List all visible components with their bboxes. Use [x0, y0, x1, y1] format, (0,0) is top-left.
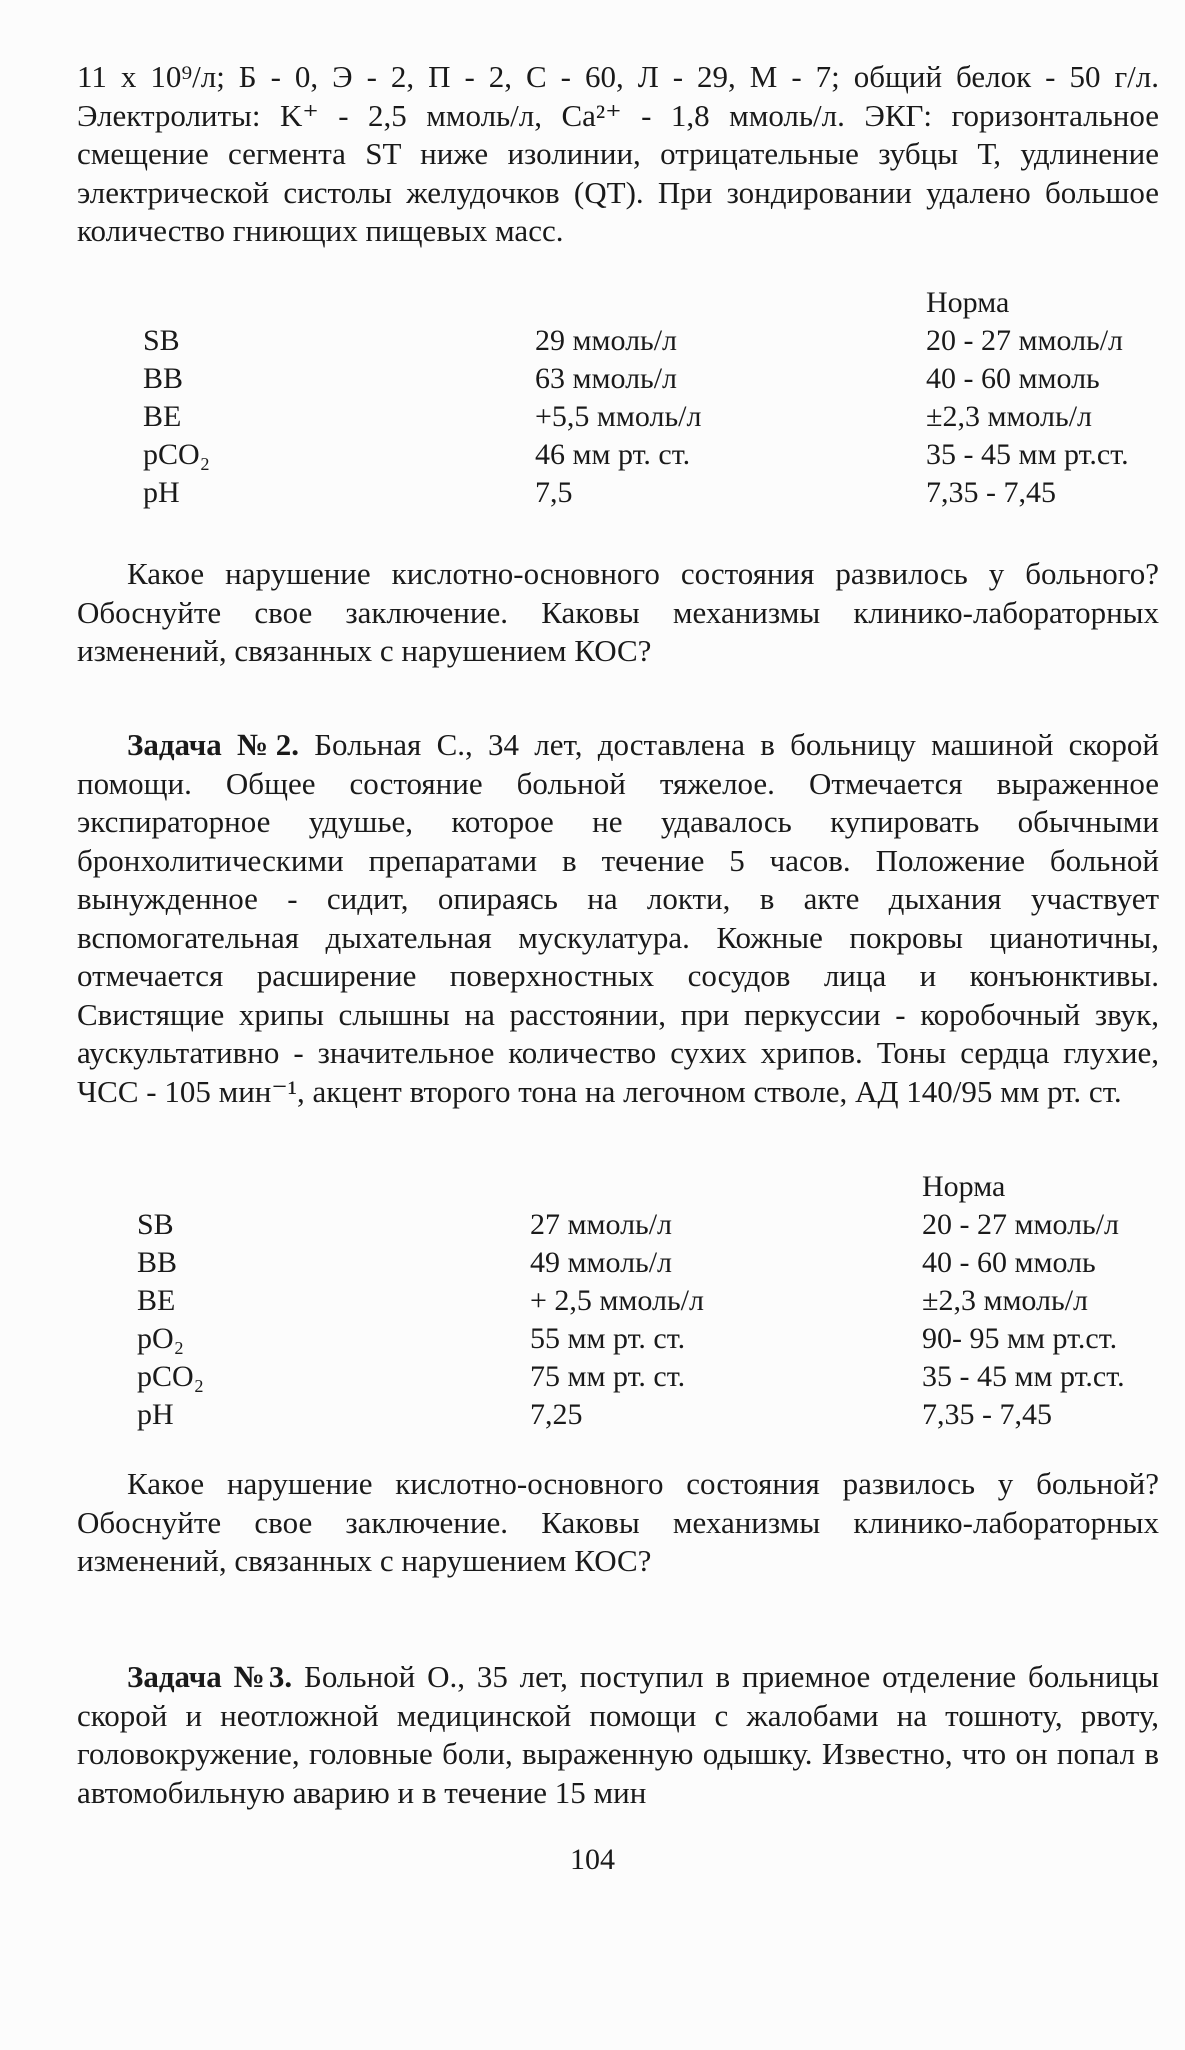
lab-param: SB — [143, 324, 180, 357]
lab-table-1 — [0, 284, 1185, 512]
question-2: Какое нарушение кислотно-основного состояния развилось у больной? Обоснуйте свое заключение. Каковы механизмы клинико-лабораторных изменений, связанных с нарушением КОС? — [77, 1466, 1159, 1578]
task-2-text: Больная С., 34 лет, доставлена в больницу машиной скорой помощи. Общее состояние больной тяжелое. Отмечается выраженное экспираторное удушье, которое не удавалось купировать обычными бронхолитическими препаратами в течение 5 часов. Положение больной вынужденное - сидит, опираясь на локти, в акте дыхания участвует вспомогательная дыхательная мускулатура. Кожные покровы цианотичны, отмечается расширение поверхностных сосудов лица и конъюнктивы. Свистящие хрипы слышны на расстоянии, при перкуссии - коробочный звук, аускультативно - значительное количество сухих хрипов. Тоны сердца глухие, ЧСС - 105 мин⁻¹, акцент второго тона на легочном стволе, АД 140/95 мм рт. ст. — [77, 727, 1160, 1109]
lab-table-row — [0, 360, 1185, 398]
lab-table-row — [0, 474, 1185, 512]
question-1: Какое нарушение кислотно-основного состояния развилось у больного? Обоснуйте свое заключение. Каковы механизмы клинико-лабораторных изменений, связанных с нарушением КОС? — [77, 556, 1159, 668]
lab-param: BB — [137, 1246, 178, 1279]
lab-param: BE — [137, 1284, 176, 1317]
lab-value: 63 ммоль/л — [535, 362, 678, 395]
lab-param: pCO₂ — [137, 1360, 205, 1393]
lab-norm: 40 - 60 ммоль — [922, 1246, 1096, 1279]
lab-param: SB — [137, 1208, 174, 1241]
page-number: 104 — [570, 1843, 615, 1876]
task-3-paragraph — [77, 1658, 1159, 1812]
lab-table-row — [0, 436, 1185, 474]
lab-table-row — [0, 1358, 1185, 1396]
lab-norm: ±2,3 ммоль/л — [922, 1284, 1088, 1317]
lab-norm: 7,35 - 7,45 — [926, 476, 1056, 509]
task-3-heading: Задача №3. — [127, 1659, 293, 1694]
lab-value: 7,5 — [535, 476, 573, 509]
lab-value: 27 ммоль/л — [530, 1208, 673, 1241]
lab-value: 75 мм рт. ст. — [530, 1360, 686, 1393]
lab-table-row — [0, 1396, 1185, 1434]
lab-norm: 20 - 27 ммоль/л — [922, 1208, 1120, 1241]
lab-value: + 2,5 ммоль/л — [530, 1284, 704, 1317]
lab-norm: 35 - 45 мм рт.ст. — [926, 438, 1129, 471]
lab-value: 7,25 — [530, 1398, 583, 1431]
lab-norm: 20 - 27 ммоль/л — [926, 324, 1124, 357]
lab-param: BE — [143, 400, 182, 433]
task-2-paragraph — [77, 726, 1159, 1111]
lab-table-2 — [0, 1168, 1185, 1434]
lab-norm: 7,35 - 7,45 — [922, 1398, 1052, 1431]
lab-param: BB — [143, 362, 184, 395]
lab-value: 49 ммоль/л — [530, 1246, 673, 1279]
lab-value: 29 ммоль/л — [535, 324, 678, 357]
task-3-text: Больной О., 35 лет, поступил в приемное отделение больницы скорой и неотложной медицинской помощи с жалобами на тошноту, рвоту, головокружение, головные боли, выраженную одышку. Известно, что он попал в автомобильную аварию и в течение 15 мин — [77, 1659, 1160, 1810]
lab-table-row — [0, 398, 1185, 436]
lab-param: pH — [137, 1398, 174, 1431]
lab-param: pH — [143, 476, 180, 509]
task-2-heading: Задача №2. — [127, 727, 299, 762]
lab-table-row — [0, 1206, 1185, 1244]
lab-table-row — [0, 1244, 1185, 1282]
lab-value: 55 мм рт. ст. — [530, 1322, 686, 1355]
norm-header: Норма — [926, 286, 1010, 319]
lab-value: +5,5 ммоль/л — [535, 400, 702, 433]
lab-param: pO₂ — [137, 1322, 185, 1355]
lab-norm: ±2,3 ммоль/л — [926, 400, 1092, 433]
lab-table-header — [0, 1168, 1185, 1206]
lab-value: 46 мм рт. ст. — [535, 438, 691, 471]
norm-header: Норма — [922, 1170, 1006, 1203]
lab-table-row — [0, 1282, 1185, 1320]
intro-paragraph: 11 х 10⁹/л; Б - 0, Э - 2, П - 2, С - 60, Л - 29, М - 7; общий белок - 50 г/л. Электролиты: K⁺ - 2,5 ммоль/л, Ca²⁺ - 1,8 ммоль/л. ЭКГ: горизонтальное смещение сегмента ST ниже изолинии, отрицательные зубцы Т, удлинение электрической систолы желудочков (QT). При зондировании удалено большое количество гниющих пищевых масс. — [77, 59, 1159, 248]
lab-norm: 35 - 45 мм рт.ст. — [922, 1360, 1125, 1393]
lab-table-row — [0, 1320, 1185, 1358]
lab-param: pCO₂ — [143, 438, 211, 471]
lab-table-row — [0, 322, 1185, 360]
lab-norm: 90- 95 мм рт.ст. — [922, 1322, 1118, 1355]
lab-table-header — [0, 284, 1185, 322]
lab-norm: 40 - 60 ммоль — [926, 362, 1100, 395]
